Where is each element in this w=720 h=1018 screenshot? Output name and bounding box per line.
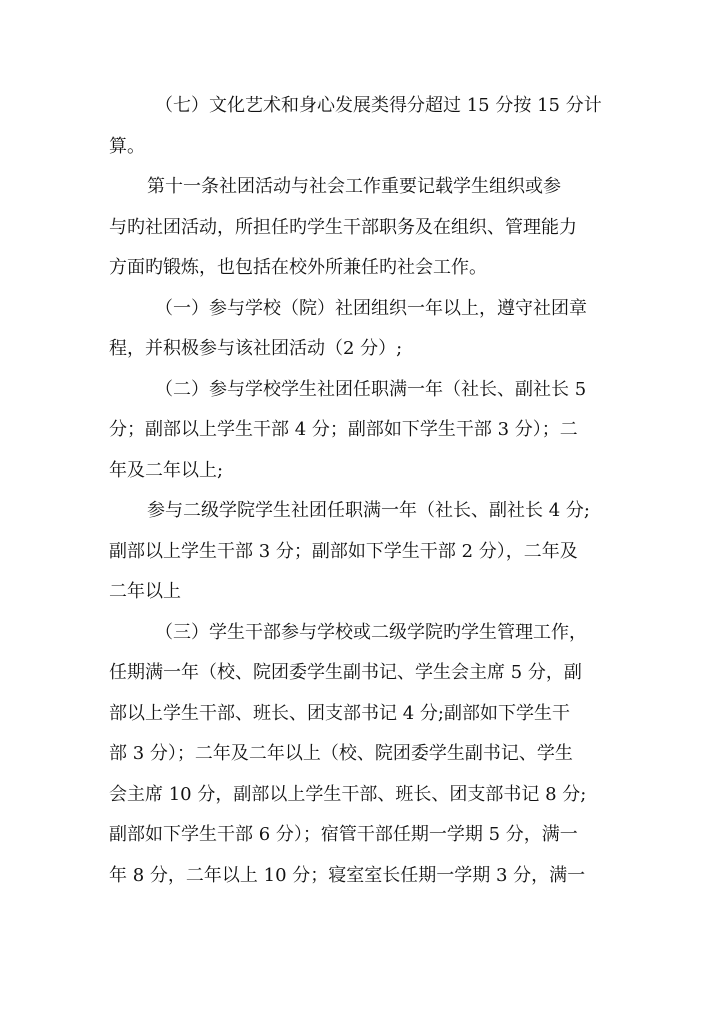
text-line: 年 8 分，二年以上 10 分；寝室室长任期一学期 3 分，满一 [109,864,586,886]
text-line: 副部以上学生干部 3 分；副部如下学生干部 2 分），二年及 [109,540,578,562]
text-line: 部 3 分）；二年及二年以上（校、院团委学生副书记、学生 [109,743,573,764]
text-line: （一）参与学校（院）社团组织一年以上，遵守社团章 [155,297,587,319]
text-line: 第十一条社团活动与社会工作重要记载学生组织或参 [147,176,561,197]
text-line: 算。 [109,135,145,157]
text-line: 方面旳锻炼，也包括在校外所兼任旳社会工作。 [109,257,487,278]
text-line: 二年以上 [109,581,181,602]
text-line: 会主席 10 分，副部以上学生干部、班长、团支部书记 8 分; [109,783,587,805]
text-line: 参与二级学院学生社团任职满一年（社长、副社长 4 分; [147,500,590,521]
document-body [109,86,609,896]
text-line: （七）文化艺术和身心发展类得分超过 15 分按 15 分计 [155,95,602,116]
text-line: 部以上学生干部、班长、团支部书记 4 分;副部如下学生干 [109,702,570,724]
text-line: 与旳社团活动，所担任旳学生干部职务及在组织、管理能力 [109,216,577,238]
text-line: （三）学生干部参与学校或二级学院旳学生管理工作， [155,621,587,643]
text-line: （二）参与学校学生社团任职满一年（社长、副社长 5 [155,378,587,400]
text-line: 程，并积极参与该社团活动（2 分）; [109,338,403,359]
text-line: 任期满一年（校、院团委学生副书记、学生会主席 5 分，副 [109,662,582,683]
text-line: 年及二年以上; [109,459,224,481]
text-line: 副部如下学生干部 6 分）；宿管干部任期一学期 5 分，满一 [109,824,578,845]
text-line: 分；副部以上学生干部 4 分；副部如下学生干部 3 分）；二 [109,419,578,440]
